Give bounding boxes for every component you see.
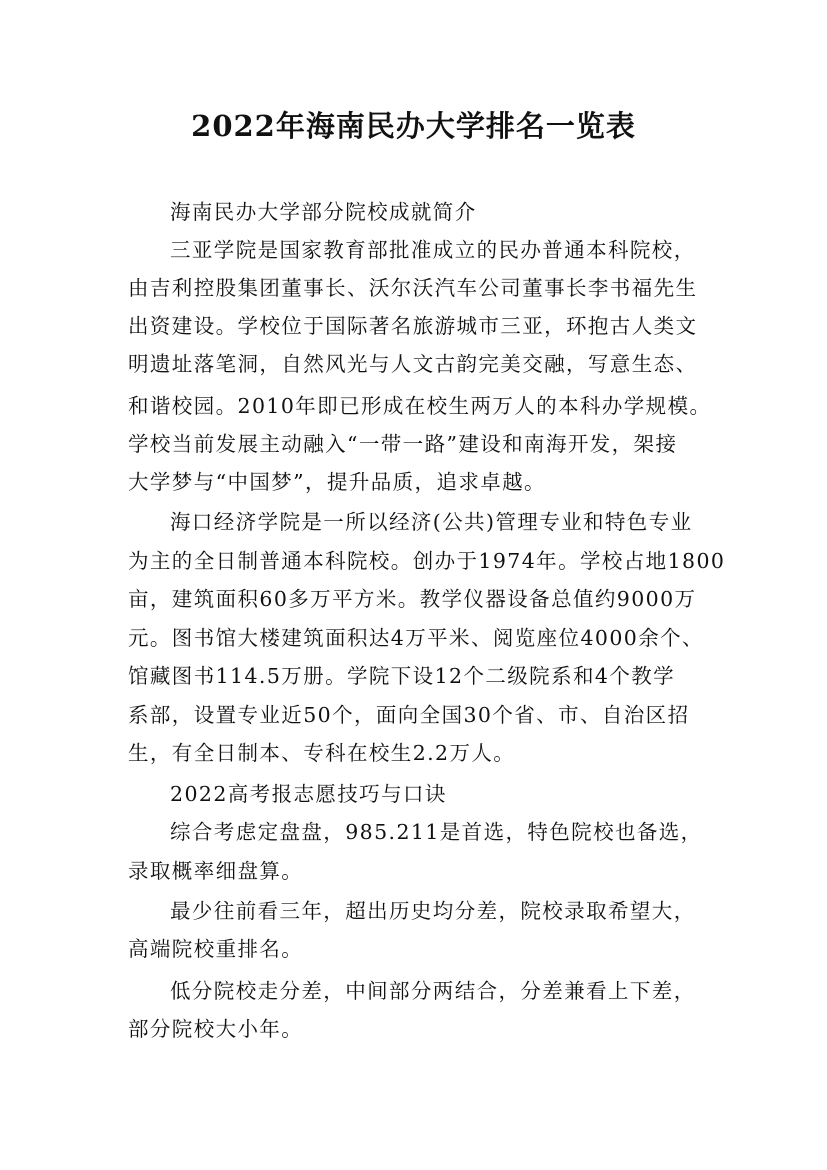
paragraph-line: 馆藏图书114.5万册。学院下设12个二级院系和4个教学 bbox=[128, 664, 676, 688]
paragraph-line: 最少往前看三年，超出历史均分差，院校录取希望大， bbox=[170, 899, 696, 923]
paragraph-line: 部分院校大小年。 bbox=[128, 1017, 304, 1041]
paragraph-line: 大学梦与“中国梦”，提升品质，追求卓越。 bbox=[128, 470, 546, 494]
document-title: 2022年海南民办大学排名一览表 bbox=[191, 109, 636, 143]
paragraph-line: 综合考虑定盘盘，985.211是首选，特色院校也备选， bbox=[170, 820, 703, 844]
paragraph-line: 亩，建筑面积60多万平方米。教学仪器设备总值约9000万 bbox=[128, 587, 697, 611]
paragraph-line: 学校当前发展主动融入“一带一路”建设和南海开发，架接 bbox=[128, 432, 678, 456]
paragraph-line: 元。图书馆大楼建筑面积达4万平米、阅览座位4000余个、 bbox=[128, 626, 704, 650]
paragraph-line: 系部，设置专业近50个，面向全国30个省、市、自治区招 bbox=[128, 703, 690, 727]
section-heading: 海南民办大学部分院校成就简介 bbox=[170, 200, 477, 224]
paragraph-line: 和谐校园。2010年即已形成在校生两万人的本科办学规模。 bbox=[128, 394, 712, 418]
paragraph-line: 生，有全日制本、专科在校生2.2万人。 bbox=[128, 741, 516, 765]
paragraph-line: 高端院校重排名。 bbox=[128, 937, 304, 961]
paragraph-line: 三亚学院是国家教育部批准成立的民办普通本科院校， bbox=[170, 238, 696, 262]
paragraph-line: 录取概率细盘算。 bbox=[128, 859, 304, 883]
paragraph-line: 由吉利控股集团董事长、沃尔沃汽车公司董事长李书福先生 bbox=[128, 276, 698, 300]
section-heading: 2022高考报志愿技巧与口诀 bbox=[170, 782, 447, 806]
paragraph-line: 为主的全日制普通本科院校。创办于1974年。学校占地1800 bbox=[128, 549, 726, 573]
paragraph-line: 低分院校走分差，中间部分两结合，分差兼看上下差， bbox=[170, 979, 696, 1003]
paragraph-line: 出资建设。学校位于国际著名旅游城市三亚，环抱古人类文 bbox=[128, 314, 698, 338]
paragraph-line: 明遗址落笔洞，自然风光与人文古韵完美交融，写意生态、 bbox=[128, 352, 698, 376]
paragraph-line: 海口经济学院是一所以经济(公共)管理专业和特色专业 bbox=[170, 510, 693, 534]
